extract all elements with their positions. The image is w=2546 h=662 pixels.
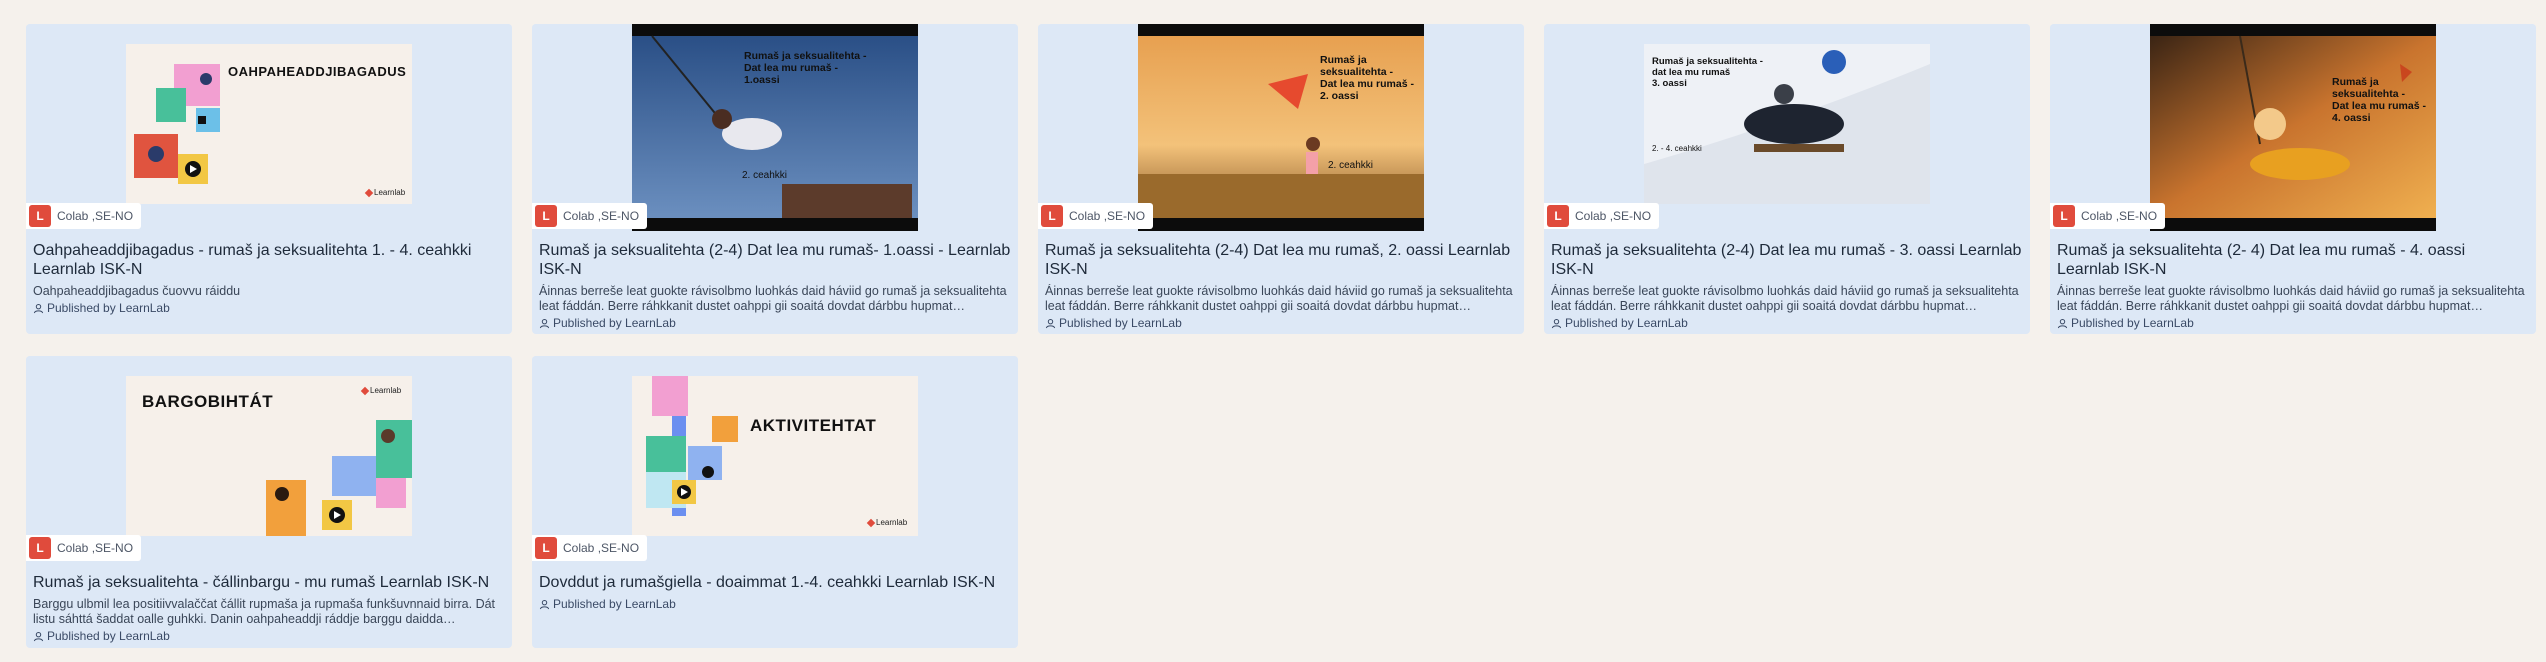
card-title[interactable]: Rumaš ja seksualitehta - čállinbargu - mu rumaš Learnlab ISK-N — [33, 574, 490, 591]
card-thumbnail[interactable] — [2050, 24, 2536, 231]
card-title[interactable]: Rumaš ja seksualitehta (2-4) Dat lea mu rumaš - 3. oassi Learnlab ISK-N — [1551, 242, 2022, 278]
publisher-label: Published by LearnLab — [1059, 316, 1182, 330]
poster-thumbnail — [632, 376, 918, 536]
card-thumbnail[interactable] — [532, 356, 1018, 563]
colab-logo-icon: L — [535, 205, 557, 227]
content-card[interactable] — [26, 356, 512, 648]
badge-label: Colab ,SE-NO — [1575, 209, 1652, 223]
card-publisher — [2057, 316, 2529, 330]
publisher-label: Published by LearnLab — [47, 629, 170, 643]
poster-thumbnail — [126, 376, 412, 536]
video-overlay-title: Rumaš ja seksualitehta - Dat lea mu rumaš - 2. oassi — [1320, 54, 1414, 102]
user-icon — [539, 599, 550, 610]
badge-label: Colab ,SE-NO — [563, 541, 640, 555]
card-thumbnail[interactable] — [1544, 24, 2030, 231]
card-description: Áinnas berreše leat guokte rávisolbmo luohkás daid háviid go rumaš ja seksualitehta leat fáddán. Berre ráhkkanit dustet oahppi gii soaitá dovdat dárbbu hupmat — [1045, 284, 1513, 313]
colab-logo-icon: L — [2053, 205, 2075, 227]
colab-logo-icon: L — [29, 537, 51, 559]
poster-title: AKTIVITEHTAT — [750, 416, 877, 435]
video-overlay-grade: 2. - 4. ceahkki — [1652, 144, 1702, 153]
card-title[interactable]: Rumaš ja seksualitehta (2-4) Dat lea mu rumaš, 2. oassi Learnlab ISK-N — [1045, 242, 1511, 278]
learnlab-logo: Learnlab — [868, 518, 907, 527]
video-still — [2150, 24, 2436, 231]
colab-logo-icon: L — [29, 205, 51, 227]
card-thumbnail[interactable] — [26, 24, 512, 231]
content-card[interactable] — [26, 24, 512, 334]
poster-title: OAHPAHEADDJIBAGADUS — [228, 64, 407, 79]
video-overlay-grade: 2. ceahkki — [1328, 160, 1374, 171]
colab-logo-icon: L — [1041, 205, 1063, 227]
content-card[interactable] — [532, 356, 1018, 648]
colab-logo-icon: L — [535, 537, 557, 559]
card-thumbnail[interactable] — [1038, 24, 1524, 231]
card-publisher — [1551, 316, 2023, 330]
source-badge — [2050, 203, 2165, 229]
source-badge — [532, 203, 647, 229]
poster-title: BARGOBIHTÁT — [142, 392, 274, 411]
card-publisher — [539, 316, 1011, 330]
content-card[interactable] — [532, 24, 1018, 334]
content-card[interactable] — [1038, 24, 1524, 334]
user-icon — [33, 303, 44, 314]
video-thumbnail — [1644, 44, 1930, 204]
badge-label: Colab ,SE-NO — [2081, 209, 2158, 223]
card-description: Áinnas berreše leat guokte rávisolbmo luohkás daid háviid go rumaš ja seksualitehta leat fáddán. Berre ráhkkanit dustet oahppi gii soaitá dovdat dárbbu hupmat — [539, 284, 1007, 313]
source-badge — [1544, 203, 1659, 229]
user-icon — [539, 318, 550, 329]
badge-label: Colab ,SE-NO — [1069, 209, 1146, 223]
colab-logo-icon: L — [1547, 205, 1569, 227]
card-description: Oahpaheaddjibagadus čuovvu ráiddu — [33, 284, 241, 298]
source-badge — [26, 535, 141, 561]
card-title[interactable]: Dovddut ja rumašgiella - doaimmat 1.-4. ceahkki Learnlab ISK-N — [539, 574, 996, 591]
source-badge — [1038, 203, 1153, 229]
video-thumbnail — [2150, 24, 2436, 231]
source-badge — [26, 203, 141, 229]
user-icon — [33, 631, 44, 642]
card-publisher — [33, 629, 505, 643]
poster-illustration — [632, 376, 918, 536]
poster-thumbnail — [126, 44, 412, 204]
publisher-label: Published by LearnLab — [553, 597, 676, 611]
card-description: Áinnas berreše leat guokte rávisolbmo luohkás daid háviid go rumaš ja seksualitehta leat fáddán. Berre ráhkkanit dustet oahppi gii soaitá dovdat dárbbu hupmat — [1551, 284, 2019, 313]
content-card[interactable] — [1544, 24, 2030, 334]
card-title[interactable]: Rumaš ja seksualitehta (2- 4) Dat lea mu rumaš - 4. oassi Learnlab ISK-N — [2057, 242, 2466, 278]
user-icon — [1045, 318, 1056, 329]
video-overlay-title: Rumaš ja seksualitehta - Dat lea mu rumaš - 4. oassi — [2332, 76, 2426, 124]
publisher-label: Published by LearnLab — [553, 316, 676, 330]
video-overlay-title: Rumaš ja seksualitehta - Dat lea mu rumaš - 1.oassi — [744, 50, 867, 86]
content-card[interactable] — [2050, 24, 2536, 334]
learnlab-logo: Learnlab — [366, 188, 405, 197]
learnlab-logo: Learnlab — [362, 386, 401, 395]
publisher-label: Published by LearnLab — [1565, 316, 1688, 330]
badge-label: Colab ,SE-NO — [57, 209, 134, 223]
card-description: Barggu ulbmil lea positiivvalaččat čállit rupmaša ja rupmaša funkšuvnnaid birra. Dát listu sáhttá šaddat oalle guhkki. Danin oahpaheaddji ráddje barggu daidda — [33, 597, 496, 626]
user-icon — [1551, 318, 1562, 329]
publisher-label: Published by LearnLab — [47, 301, 170, 315]
user-icon — [2057, 318, 2068, 329]
video-overlay-title: Rumaš ja seksualitehta - dat lea mu rumaš 3. oassi — [1652, 56, 1763, 89]
card-title[interactable]: Oahpaheaddjibagadus - rumaš ja seksualitehta 1. - 4. ceahkki Learnlab ISK-N — [33, 242, 472, 278]
source-badge — [532, 535, 647, 561]
card-thumbnail[interactable] — [532, 24, 1018, 231]
video-thumbnail — [632, 24, 918, 231]
card-description: Áinnas berreše leat guokte rávisolbmo luohkás daid háviid go rumaš ja seksualitehta leat fáddán. Berre ráhkkanit dustet oahppi gii soaitá dovdat dárbbu hupmat — [2057, 284, 2525, 313]
card-publisher — [1045, 316, 1517, 330]
card-publisher — [539, 597, 1011, 611]
publisher-label: Published by LearnLab — [2071, 316, 2194, 330]
video-overlay-grade: 2. ceahkki — [742, 170, 788, 181]
card-title[interactable]: Rumaš ja seksualitehta (2-4) Dat lea mu rumaš- 1.oassi - Learnlab ISK-N — [539, 242, 1011, 278]
badge-label: Colab ,SE-NO — [57, 541, 134, 555]
card-thumbnail[interactable] — [26, 356, 512, 563]
badge-label: Colab ,SE-NO — [563, 209, 640, 223]
video-thumbnail — [1138, 24, 1424, 231]
card-publisher — [33, 301, 505, 315]
